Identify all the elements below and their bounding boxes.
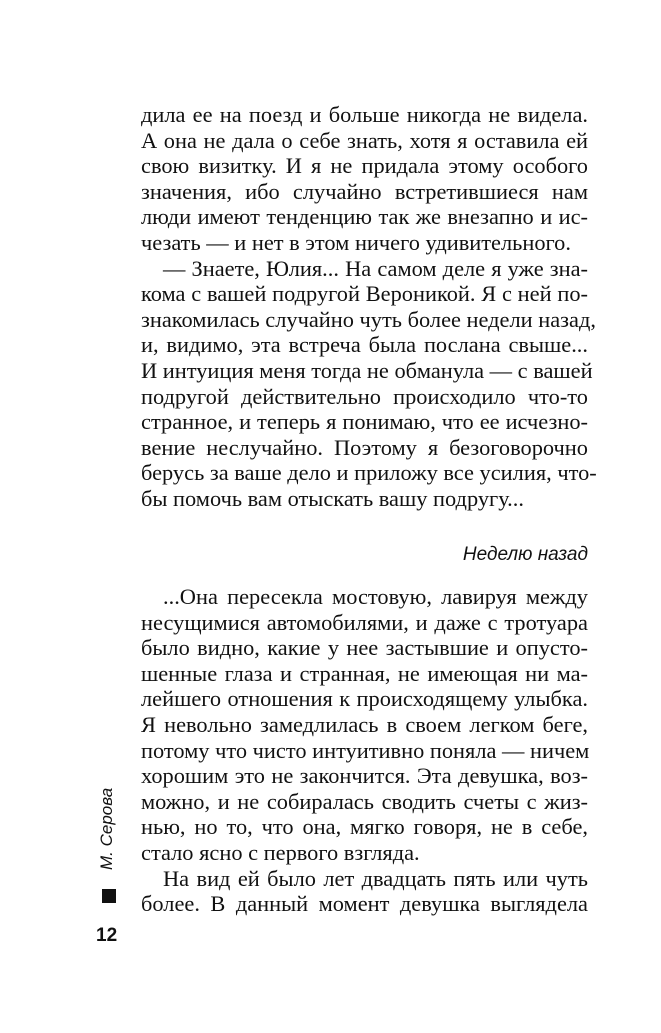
text-line: нью, но то, что она, мягко говоря, не в себе, <box>141 814 588 840</box>
text-line: кома с вашей подругой Вероникой. Я с ней по- <box>141 281 588 307</box>
text-line: А она не дала о себе знать, хотя я оставила ей <box>141 127 588 153</box>
text-line: можно, и не собиралась сводить счеты с жиз- <box>141 788 588 814</box>
page-number: 12 <box>96 925 118 946</box>
text-line: несущимися автомобилями, и даже с тротуара <box>141 609 588 635</box>
text-line: свою визитку. И я не придала этому особого <box>141 153 588 179</box>
text-line: вение неслучайно. Поэтому я безоговорочно <box>141 434 588 460</box>
text-line: подругой действительно происходило что-то <box>141 383 588 409</box>
text-line: лейшего отношения к происходящему улыбка. <box>141 686 588 712</box>
paragraph-block-lower <box>141 584 588 917</box>
square-bullet-icon <box>102 889 116 903</box>
text-line: было видно, какие у нее застывшие и опусто- <box>141 635 588 661</box>
paragraph-block-upper <box>141 102 597 512</box>
text-line: странное, и теперь я понимаю, что ее исчезно- <box>141 409 588 435</box>
text-line: шенные глаза и странная, не имеющая ни ма- <box>141 660 588 686</box>
text-line: люди имеют тенденцию так же внезапно и ис- <box>141 204 588 230</box>
text-line: более. В данный момент девушка выглядела <box>141 891 588 917</box>
text-line: И интуиция меня тогда не обманула — с вашей <box>141 357 593 383</box>
text-line: На вид ей было лет двадцать пять или чуть <box>163 865 588 891</box>
text-line: потому что чисто интуитивно поняла — ничем <box>141 737 590 763</box>
text-line: — Знаете, Юлия... На самом деле я уже зна- <box>163 255 588 281</box>
text-line: и, видимо, эта встреча была послана свыше... <box>141 332 588 358</box>
text-line: хорошим это не закончится. Эта девушка, воз- <box>141 763 588 789</box>
section-heading: Неделю назад <box>462 544 588 565</box>
text-line: дила ее на поезд и больше никогда не видела. <box>141 102 588 127</box>
text-line: стало ясно с первого взгляда. <box>141 839 420 865</box>
text-line: Я невольно замедлилась в своем легком беге, <box>141 711 588 737</box>
running-author: М. Серова <box>97 787 116 870</box>
text-line: бы помочь вам отыскать вашу подругу... <box>141 485 524 511</box>
text-line: чезать — и нет в этом ничего удивительного. <box>141 229 571 255</box>
text-line: значения, ибо случайно встретившиеся нам <box>141 178 588 204</box>
text-line: берусь за ваше дело и приложу все усилия, что- <box>141 460 597 486</box>
text-line: ...Она пересекла мостовую, лавируя между <box>163 584 588 609</box>
text-line: знакомилась случайно чуть более недели назад, <box>141 306 596 332</box>
